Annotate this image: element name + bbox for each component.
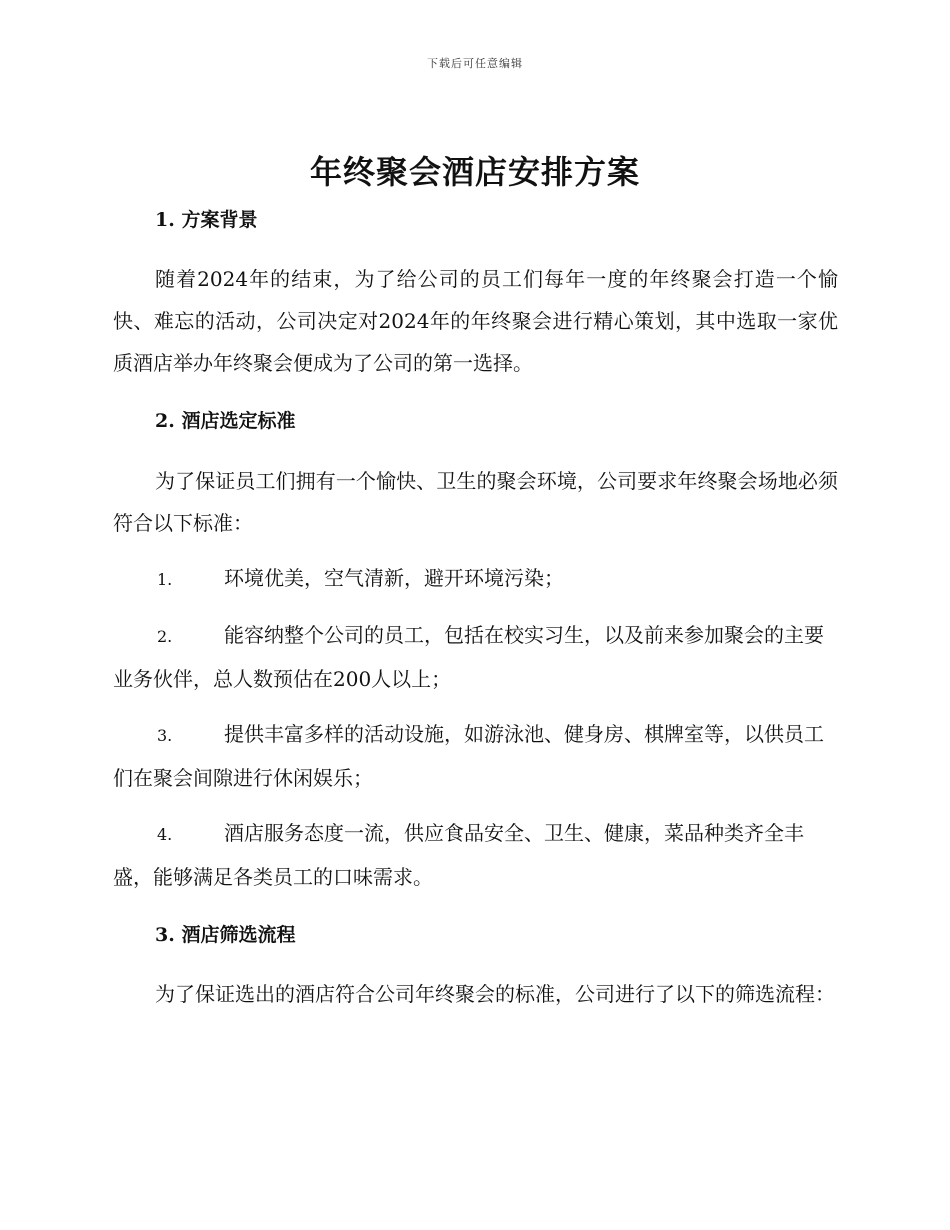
list-item [113,557,838,601]
header-note: 下载后可任意编辑 [427,57,523,70]
document-body [113,200,838,1015]
section-paragraph-criteria: 为了保证员工们拥有一个愉快、卫生的聚会环境，公司要求年终聚会场地必须符合以下标准： [113,469,838,535]
section-heading-process: 3. 酒店筛选流程 [155,924,296,946]
list-item-number: 4. [157,825,173,844]
list-item-text: 环境优美，空气清新，避开环境污染； [224,566,564,590]
list-item [113,614,838,700]
list-item [113,713,838,799]
section-paragraph-background: 随着2024年的结束，为了给公司的员工们每年一度的年终聚会打造一个愉快、难忘的活动，公司决定对2024年的年终聚会进行精心策划，其中选取一家优质酒店举办年终聚会便成为了公司的第一选择。 [113,267,838,375]
list-item-number: 2. [157,627,173,646]
page-title: 年终聚会酒店安排方案 [309,153,640,191]
section-paragraph-process: 为了保证选出的酒店符合公司年终聚会的标准，公司进行了以下的筛选流程： [155,982,835,1006]
list-item-text: 提供丰富多样的活动设施，如游泳池、健身房、棋牌室等，以供员工们在聚会间隙进行休闲娱乐； [113,722,824,790]
list-item-text: 酒店服务态度一流，供应食品安全、卫生、健康，菜品种类齐全丰盛，能够满足各类员工的口味需求。 [113,821,804,889]
list-item [113,812,838,898]
list-item-text: 能容纳整个公司的员工，包括在校实习生，以及前来参加聚会的主要业务伙伴，总人数预估在200人以上； [113,623,824,691]
section-heading-background: 1. 方案背景 [155,209,258,231]
list-item-number: 1. [157,570,173,589]
section-heading-criteria: 2. 酒店选定标准 [155,410,296,432]
list-item-number: 3. [157,726,173,745]
